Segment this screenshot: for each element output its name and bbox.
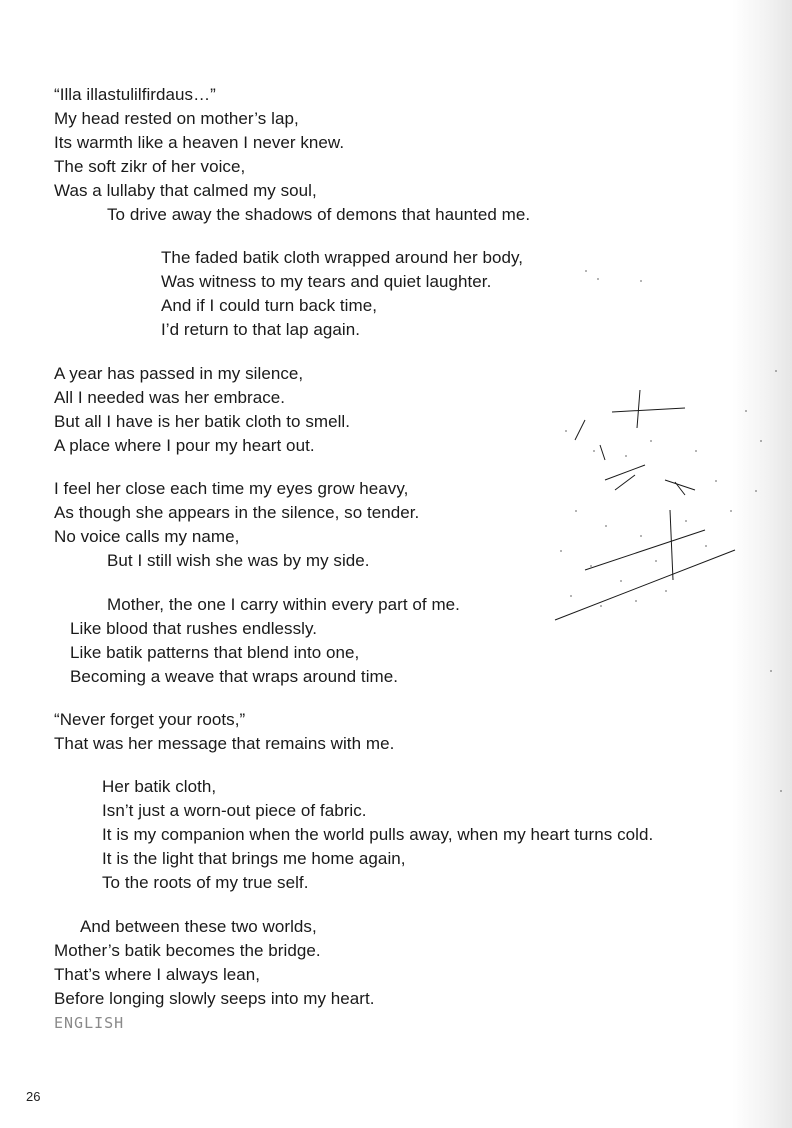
poem-line: And between these two worlds,	[80, 917, 317, 936]
poem-line: All I needed was her embrace.	[54, 388, 286, 407]
poem-line: “Illa illastulilfirdaus…”	[54, 85, 216, 104]
batik-texture-decoration	[545, 250, 792, 850]
poem-line: The faded batik cloth wrapped around her body,	[161, 248, 524, 267]
poem-line: A year has passed in my silence,	[54, 364, 304, 383]
poem-line: To the roots of my true self.	[102, 873, 309, 892]
poem-line: But all I have is her batik cloth to smell.	[54, 412, 351, 431]
language-tag: ENGLISH	[54, 1014, 125, 1032]
poem-line: No voice calls my name,	[54, 527, 240, 546]
poem-line: That’s where I always lean,	[54, 965, 261, 984]
poem-line: Its warmth like a heaven I never knew.	[54, 133, 345, 152]
poem-line: That was her message that remains with me.	[54, 734, 395, 753]
poem-line: It is the light that brings me home again,	[102, 849, 406, 868]
poem-line: “Never forget your roots,”	[54, 710, 246, 729]
poem-line: A place where I pour my heart out.	[54, 436, 315, 455]
poem-line: I feel her close each time my eyes grow heavy,	[54, 479, 409, 498]
poem-line: Like blood that rushes endlessly.	[70, 619, 318, 638]
poem-line: Her batik cloth,	[102, 777, 217, 796]
poem-line: Was witness to my tears and quiet laughter.	[161, 272, 492, 291]
poem-line: Mother, the one I carry within every part of me.	[107, 595, 460, 614]
poem-line: As though she appears in the silence, so tender.	[54, 503, 420, 522]
poem-line: Mother’s batik becomes the bridge.	[54, 941, 321, 960]
poem-line: Like batik patterns that blend into one,	[70, 643, 360, 662]
poem-line: My head rested on mother’s lap,	[54, 109, 299, 128]
poem-line: Before longing slowly seeps into my heart.	[54, 989, 375, 1008]
poem-line: Becoming a weave that wraps around time.	[70, 667, 399, 686]
poem-line: And if I could turn back time,	[161, 296, 377, 315]
poem-line: It is my companion when the world pulls away, when my heart turns cold.	[102, 825, 654, 844]
poem-line: But I still wish she was by my side.	[107, 551, 370, 570]
poem-line: I’d return to that lap again.	[161, 320, 360, 339]
poem-line: Was a lullaby that calmed my soul,	[54, 181, 317, 200]
poem-line: To drive away the shadows of demons that haunted me.	[107, 205, 531, 224]
page-number: 26	[26, 1089, 41, 1104]
poem-line: The soft zikr of her voice,	[54, 157, 246, 176]
poem-line: Isn’t just a worn-out piece of fabric.	[102, 801, 367, 820]
